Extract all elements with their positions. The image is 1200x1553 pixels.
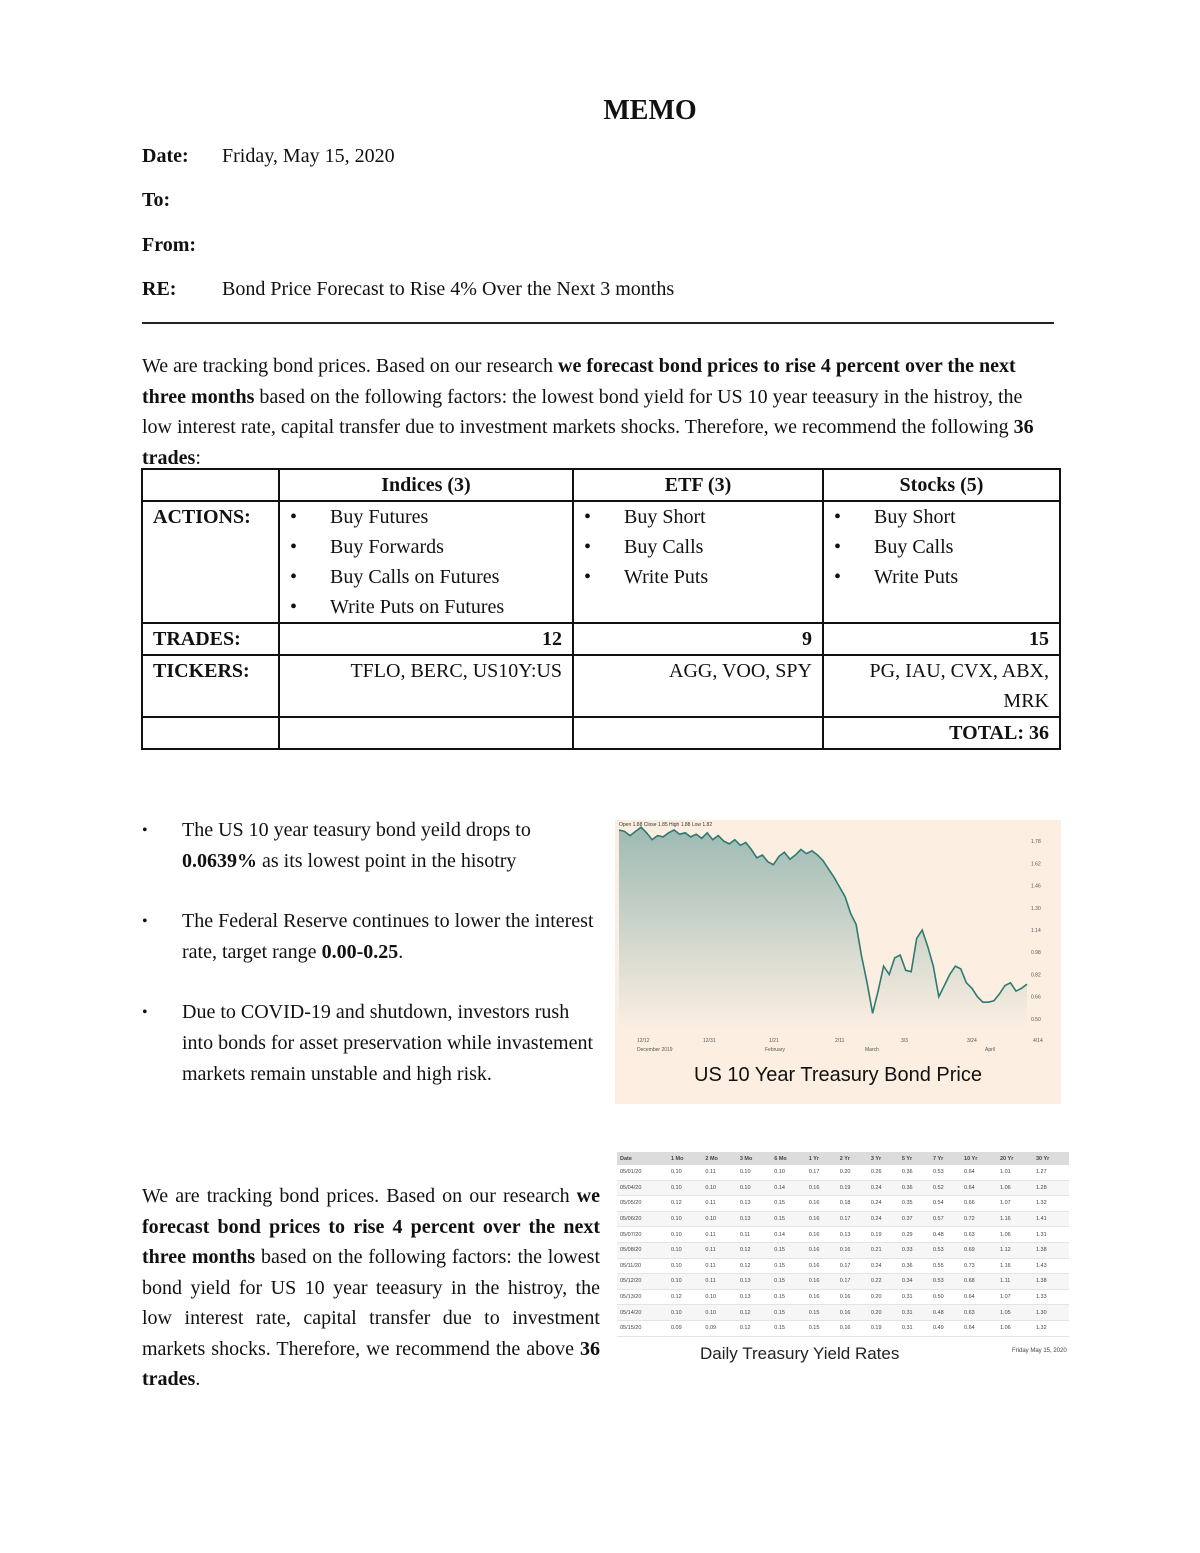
yield-cell: 0.66 bbox=[961, 1196, 997, 1212]
yield-cell: 0.10 bbox=[668, 1180, 702, 1196]
yield-cell: 0.15 bbox=[771, 1320, 805, 1336]
bond-price-chart bbox=[615, 820, 1061, 1104]
yield-cell: 0.29 bbox=[899, 1227, 930, 1243]
yield-cell: 0.11 bbox=[702, 1258, 736, 1274]
yield-cell: 0.09 bbox=[702, 1320, 736, 1336]
y-tick-label: 1.30 bbox=[1031, 905, 1041, 912]
yield-cell: 0.19 bbox=[868, 1227, 899, 1243]
bullet-bold: 0.0639% bbox=[182, 850, 257, 872]
yield-cell: 0.10 bbox=[737, 1165, 771, 1180]
yield-cell: 0.16 bbox=[837, 1305, 868, 1321]
yield-cell: 1.16 bbox=[997, 1211, 1033, 1227]
yield-cell: 0.15 bbox=[771, 1274, 805, 1290]
y-tick-label: 0.50 bbox=[1031, 1016, 1041, 1023]
to-label: To: bbox=[142, 189, 171, 211]
total-value: TOTAL: 36 bbox=[823, 717, 1060, 749]
yield-cell: 0.13 bbox=[737, 1196, 771, 1212]
x-tick-label: 3/3 bbox=[901, 1038, 908, 1044]
yield-cell: 1.32 bbox=[1033, 1196, 1069, 1212]
closing-bold-1: we forecast bond prices to rise 4 percent over the next three months bbox=[142, 1185, 600, 1268]
x-tick-label: 1/21 bbox=[769, 1038, 779, 1044]
yield-cell: 0.19 bbox=[868, 1320, 899, 1336]
table-row bbox=[617, 1305, 1069, 1321]
list-item: • Write Puts on Futures bbox=[290, 592, 562, 622]
yield-cell: 1.41 bbox=[1033, 1211, 1069, 1227]
yield-col-header: Date bbox=[617, 1152, 668, 1165]
yield-cell: 1.06 bbox=[997, 1180, 1033, 1196]
bullet-bold: 0.00-0.25 bbox=[321, 941, 399, 963]
yield-cell: 0.64 bbox=[961, 1165, 997, 1180]
stocks-trades: 15 bbox=[823, 623, 1060, 655]
yield-cell: 0.13 bbox=[837, 1227, 868, 1243]
y-tick-label: 0.98 bbox=[1031, 950, 1041, 957]
yield-cell: 0.31 bbox=[899, 1305, 930, 1321]
yield-col-header: 10 Yr bbox=[961, 1152, 997, 1165]
yield-cell: 0.10 bbox=[668, 1274, 702, 1290]
bullet-text-end: as its lowest point in the hisotry bbox=[257, 850, 517, 872]
yield-col-header: 3 Yr bbox=[868, 1152, 899, 1165]
yield-cell: 0.15 bbox=[771, 1196, 805, 1212]
yield-cell: 0.48 bbox=[930, 1227, 961, 1243]
yield-cell: 0.54 bbox=[930, 1196, 961, 1212]
yield-table bbox=[617, 1152, 1069, 1337]
yield-cell: 1.38 bbox=[1033, 1274, 1069, 1290]
etf-trades: 9 bbox=[573, 623, 823, 655]
list-item: • Buy Short bbox=[584, 502, 812, 532]
yield-cell: 0.10 bbox=[668, 1165, 702, 1180]
yield-cell: 0.64 bbox=[961, 1180, 997, 1196]
yield-cell: 0.17 bbox=[806, 1165, 837, 1180]
list-item: • Write Puts bbox=[584, 562, 812, 592]
trades-label: TRADES: bbox=[142, 623, 279, 655]
yield-cell: 05/14/20 bbox=[617, 1305, 668, 1321]
yield-cell: 0.64 bbox=[961, 1320, 997, 1336]
indices-trades: 12 bbox=[279, 623, 573, 655]
bullet-icon: • bbox=[142, 822, 148, 839]
yield-cell: 0.10 bbox=[668, 1242, 702, 1258]
yield-cell: 1.12 bbox=[997, 1242, 1033, 1258]
yield-cell: 1.16 bbox=[997, 1258, 1033, 1274]
yield-cell: 0.11 bbox=[702, 1227, 736, 1243]
yield-cell: 0.24 bbox=[868, 1196, 899, 1212]
list-item: • Buy Calls on Futures bbox=[290, 562, 562, 592]
yield-cell: 0.10 bbox=[702, 1289, 736, 1305]
date-value: Friday, May 15, 2020 bbox=[222, 145, 395, 167]
trades-table bbox=[141, 468, 1061, 750]
yield-col-header: 2 Mo bbox=[702, 1152, 736, 1165]
total-empty-2 bbox=[279, 717, 573, 749]
y-tick-label: 1.78 bbox=[1031, 839, 1041, 846]
yield-cell: 1.30 bbox=[1033, 1305, 1069, 1321]
yield-cell: 0.36 bbox=[899, 1180, 930, 1196]
intro-text-2: based on the following factors: the lowest bond yield for US 10 year teeasury in the histroy, the low interest rate, capital transfer due to investment markets shocks. Therefore, we recommend the following bbox=[142, 385, 1023, 438]
yield-cell: 0.20 bbox=[868, 1289, 899, 1305]
yield-cell: 0.53 bbox=[930, 1242, 961, 1258]
yield-cell: 0.10 bbox=[668, 1258, 702, 1274]
yield-cell: 0.55 bbox=[930, 1258, 961, 1274]
from-label: From: bbox=[142, 234, 197, 256]
bullet-text: Due to COVID-19 and shutdown, investors rush into bonds for asset preservation while invastement markets remain unstable and high risk. bbox=[182, 1001, 594, 1085]
re-label: RE: bbox=[142, 278, 177, 300]
yield-cell: 0.14 bbox=[771, 1227, 805, 1243]
y-tick-label: 0.66 bbox=[1031, 994, 1041, 1001]
yield-col-header: 1 Mo bbox=[668, 1152, 702, 1165]
yield-cell: 0.15 bbox=[771, 1211, 805, 1227]
yield-cell: 1.43 bbox=[1033, 1258, 1069, 1274]
yield-cell: 05/11/20 bbox=[617, 1258, 668, 1274]
yield-cell: 1.07 bbox=[997, 1196, 1033, 1212]
yield-col-header: 7 Yr bbox=[930, 1152, 961, 1165]
yield-table-header bbox=[617, 1152, 1069, 1165]
yield-cell: 0.36 bbox=[899, 1258, 930, 1274]
yield-cell: 0.21 bbox=[868, 1242, 899, 1258]
yield-cell: 0.26 bbox=[868, 1165, 899, 1180]
tickers-row bbox=[142, 655, 1060, 717]
tickers-label: TICKERS: bbox=[142, 655, 279, 717]
table-row bbox=[617, 1211, 1069, 1227]
stocks-tickers: PG, IAU, CVX, ABX, MRK bbox=[823, 655, 1060, 717]
yield-cell: 0.22 bbox=[868, 1274, 899, 1290]
intro-text-1: We are tracking bond prices. Based on our research bbox=[142, 355, 558, 377]
y-tick-label: 1.46 bbox=[1031, 883, 1041, 890]
etf-actions bbox=[573, 501, 823, 623]
yield-cell: 0.73 bbox=[961, 1258, 997, 1274]
etf-tickers: AGG, VOO, SPY bbox=[573, 655, 823, 717]
yield-cell: 0.14 bbox=[771, 1180, 805, 1196]
x-month-label: February bbox=[765, 1047, 786, 1053]
yield-cell: 0.10 bbox=[702, 1180, 736, 1196]
actions-label: ACTIONS: bbox=[142, 501, 279, 623]
yield-col-header: 1 Yr bbox=[806, 1152, 837, 1165]
yield-cell: 0.16 bbox=[837, 1320, 868, 1336]
list-item: • Buy Calls bbox=[834, 532, 1049, 562]
yield-cell: 05/15/20 bbox=[617, 1320, 668, 1336]
yield-cell: 0.20 bbox=[868, 1305, 899, 1321]
yield-cell: 1.05 bbox=[997, 1305, 1033, 1321]
intro-text-3: : bbox=[195, 446, 201, 469]
x-month-label: April bbox=[985, 1047, 996, 1053]
yield-cell: 0.10 bbox=[668, 1211, 702, 1227]
yield-cell: 0.20 bbox=[837, 1165, 868, 1180]
bullet-icon: • bbox=[142, 1004, 148, 1021]
table-row bbox=[617, 1180, 1069, 1196]
x-month-label: March bbox=[865, 1047, 879, 1053]
yield-cell: 0.15 bbox=[771, 1305, 805, 1321]
yield-cell: 0.63 bbox=[961, 1305, 997, 1321]
table-row bbox=[617, 1289, 1069, 1305]
bullet-icon: • bbox=[142, 913, 148, 930]
total-empty-1 bbox=[142, 717, 279, 749]
yield-cell: 0.24 bbox=[868, 1180, 899, 1196]
yield-cell: 0.13 bbox=[737, 1289, 771, 1305]
yield-cell: 1.27 bbox=[1033, 1165, 1069, 1180]
yield-cell: 0.16 bbox=[806, 1211, 837, 1227]
yield-cell: 0.16 bbox=[806, 1289, 837, 1305]
yield-cell: 0.13 bbox=[737, 1211, 771, 1227]
actions-row bbox=[142, 501, 1060, 623]
yield-cell: 05/06/20 bbox=[617, 1211, 668, 1227]
list-item bbox=[142, 997, 602, 1090]
x-tick-label: 4/14 bbox=[1033, 1038, 1043, 1044]
yield-cell: 0.31 bbox=[899, 1289, 930, 1305]
intro-paragraph bbox=[142, 351, 1042, 473]
yield-cell: 0.52 bbox=[930, 1180, 961, 1196]
bullet-text: The US 10 year teasury bond yeild drops to bbox=[182, 819, 531, 841]
x-month-label: December 2019 bbox=[637, 1047, 673, 1053]
yield-cell: 1.06 bbox=[997, 1227, 1033, 1243]
yield-cell: 05/12/20 bbox=[617, 1274, 668, 1290]
yield-cell: 0.11 bbox=[702, 1242, 736, 1258]
yield-cell: 0.24 bbox=[868, 1258, 899, 1274]
yield-cell: 0.16 bbox=[806, 1258, 837, 1274]
closing-text-2: based on the following factors: the lowest bond yield for US 10 year teeasury in the histroy, the low interest rate, capital transfer due to investment markets shocks. Therefore, we recommend the above bbox=[142, 1246, 600, 1360]
table-header-row bbox=[142, 469, 1060, 501]
intro-bold-2: 36 trades bbox=[142, 416, 1034, 469]
yield-cell: 0.11 bbox=[702, 1165, 736, 1180]
yield-cell: 0.64 bbox=[961, 1289, 997, 1305]
yield-cell: 1.11 bbox=[997, 1274, 1033, 1290]
yield-cell: 0.57 bbox=[930, 1211, 961, 1227]
yield-cell: 0.10 bbox=[737, 1180, 771, 1196]
yield-cell: 05/07/20 bbox=[617, 1227, 668, 1243]
yield-cell: 0.10 bbox=[771, 1165, 805, 1180]
yield-cell: 0.12 bbox=[737, 1258, 771, 1274]
yield-cell: 0.16 bbox=[806, 1227, 837, 1243]
yield-cell: 0.24 bbox=[868, 1211, 899, 1227]
yield-cell: 1.06 bbox=[997, 1320, 1033, 1336]
yield-col-header: 20 Yr bbox=[997, 1152, 1033, 1165]
yield-cell: 0.34 bbox=[899, 1274, 930, 1290]
yield-cell: 0.15 bbox=[771, 1242, 805, 1258]
closing-text-3: . bbox=[195, 1368, 201, 1390]
yield-cell: 0.69 bbox=[961, 1242, 997, 1258]
list-item: • Buy Futures bbox=[290, 502, 562, 532]
yield-cell: 0.31 bbox=[899, 1320, 930, 1336]
memo-title: MEMO bbox=[603, 95, 697, 126]
yield-cell: 0.15 bbox=[771, 1289, 805, 1305]
table-row bbox=[617, 1242, 1069, 1258]
yield-cell: 0.16 bbox=[806, 1242, 837, 1258]
yield-cell: 0.37 bbox=[899, 1211, 930, 1227]
list-item: • Buy Forwards bbox=[290, 532, 562, 562]
yield-cell: 1.33 bbox=[1033, 1289, 1069, 1305]
yield-col-header: 6 Mo bbox=[771, 1152, 805, 1165]
table-header-stocks: Stocks (5) bbox=[823, 469, 1060, 501]
total-row bbox=[142, 717, 1060, 749]
table-row bbox=[617, 1258, 1069, 1274]
yield-col-header: 5 Yr bbox=[899, 1152, 930, 1165]
stocks-actions bbox=[823, 501, 1060, 623]
yield-cell: 0.49 bbox=[930, 1320, 961, 1336]
bullet-text: The Federal Reserve continues to lower the interest rate, target range bbox=[182, 910, 594, 963]
yield-cell: 1.28 bbox=[1033, 1180, 1069, 1196]
yield-cell: 05/08/20 bbox=[617, 1242, 668, 1258]
yield-cell: 0.48 bbox=[930, 1305, 961, 1321]
y-tick-label: 1.14 bbox=[1031, 928, 1041, 934]
header-divider bbox=[142, 322, 1054, 324]
trades-row bbox=[142, 623, 1060, 655]
indices-tickers: TFLO, BERC, US10Y:US bbox=[279, 655, 573, 717]
yield-cell: 0.50 bbox=[930, 1289, 961, 1305]
yield-cell: 0.10 bbox=[668, 1305, 702, 1321]
yield-cell: 0.19 bbox=[837, 1180, 868, 1196]
yield-cell: 0.12 bbox=[668, 1196, 702, 1212]
bullet-text-end: . bbox=[398, 941, 404, 963]
yield-cell: 0.17 bbox=[837, 1258, 868, 1274]
closing-bold-2: 36 trades bbox=[142, 1337, 600, 1390]
factor-bullets bbox=[142, 815, 602, 1119]
y-tick-label: 1.62 bbox=[1031, 861, 1041, 868]
yield-cell: 0.36 bbox=[899, 1165, 930, 1180]
yield-cell: 0.17 bbox=[837, 1211, 868, 1227]
yield-cell: 0.16 bbox=[837, 1242, 868, 1258]
yield-cell: 0.15 bbox=[806, 1320, 837, 1336]
yield-cell: 0.15 bbox=[806, 1305, 837, 1321]
chart-caption: US 10 Year Treasury Bond Price bbox=[694, 1064, 982, 1086]
yield-cell: 1.38 bbox=[1033, 1242, 1069, 1258]
yield-cell: 0.72 bbox=[961, 1211, 997, 1227]
yield-cell: 1.07 bbox=[997, 1289, 1033, 1305]
yield-cell: 0.63 bbox=[961, 1227, 997, 1243]
yield-cell: 0.10 bbox=[668, 1227, 702, 1243]
table-row bbox=[617, 1320, 1069, 1336]
list-item bbox=[142, 906, 602, 968]
yield-cell: 0.10 bbox=[702, 1305, 736, 1321]
table-row bbox=[617, 1227, 1069, 1243]
yield-cell: 0.13 bbox=[737, 1274, 771, 1290]
x-tick-label: 12/12 bbox=[637, 1038, 650, 1044]
table-header-empty bbox=[142, 469, 279, 501]
yield-cell: 1.01 bbox=[997, 1165, 1033, 1180]
x-tick-label: 12/31 bbox=[703, 1038, 716, 1044]
yield-cell: 0.10 bbox=[702, 1211, 736, 1227]
yield-cell: 0.15 bbox=[771, 1258, 805, 1274]
yield-cell: 0.53 bbox=[930, 1274, 961, 1290]
yield-cell: 05/04/20 bbox=[617, 1180, 668, 1196]
yield-table-image bbox=[617, 1152, 1069, 1337]
yield-cell: 0.16 bbox=[806, 1196, 837, 1212]
indices-actions bbox=[279, 501, 573, 623]
total-empty-3 bbox=[573, 717, 823, 749]
yield-cell: 0.11 bbox=[702, 1196, 736, 1212]
y-tick-label: 0.82 bbox=[1031, 972, 1041, 979]
yield-cell: 0.68 bbox=[961, 1274, 997, 1290]
yield-cell: 0.53 bbox=[930, 1165, 961, 1180]
table-row bbox=[617, 1165, 1069, 1180]
table-row bbox=[617, 1196, 1069, 1212]
list-item: • Buy Short bbox=[834, 502, 1049, 532]
yield-cell: 0.12 bbox=[737, 1305, 771, 1321]
list-item: • Buy Calls bbox=[584, 532, 812, 562]
yield-cell: 0.33 bbox=[899, 1242, 930, 1258]
yield-cell: 0.35 bbox=[899, 1196, 930, 1212]
yield-cell: 0.11 bbox=[737, 1227, 771, 1243]
yield-cell: 1.31 bbox=[1033, 1227, 1069, 1243]
yield-cell: 0.09 bbox=[668, 1320, 702, 1336]
yield-cell: 0.16 bbox=[837, 1289, 868, 1305]
table-header-indices: Indices (3) bbox=[279, 469, 573, 501]
date-label: Date: bbox=[142, 145, 189, 167]
closing-paragraph bbox=[142, 1181, 600, 1395]
yield-cell: 0.16 bbox=[806, 1274, 837, 1290]
yield-col-header: 2 Yr bbox=[837, 1152, 868, 1165]
yield-cell: 0.17 bbox=[837, 1274, 868, 1290]
yield-cell: 0.12 bbox=[737, 1242, 771, 1258]
price-chart-svg bbox=[615, 820, 1061, 1060]
yield-cell: 0.16 bbox=[806, 1180, 837, 1196]
yield-cell: 05/05/20 bbox=[617, 1196, 668, 1212]
table-header-etf: ETF (3) bbox=[573, 469, 823, 501]
chart-legend: Open 1.88 Close 1.85 High 1.88 Low 1.82 bbox=[619, 822, 713, 828]
yield-col-header: 3 Mo bbox=[737, 1152, 771, 1165]
x-tick-label: 3/24 bbox=[967, 1038, 977, 1044]
yield-cell: 05/01/20 bbox=[617, 1165, 668, 1180]
yield-cell: 0.18 bbox=[837, 1196, 868, 1212]
yield-table-date: Friday May 15, 2020 bbox=[1012, 1348, 1067, 1354]
yield-cell: 0.11 bbox=[702, 1274, 736, 1290]
re-value: Bond Price Forecast to Rise 4% Over the Next 3 months bbox=[222, 278, 675, 300]
yield-cell: 0.12 bbox=[737, 1320, 771, 1336]
closing-text-1: We are tracking bond prices. Based on our research bbox=[142, 1185, 577, 1207]
x-tick-label: 2/11 bbox=[835, 1038, 845, 1044]
list-item: • Write Puts bbox=[834, 562, 1049, 592]
yield-cell: 1.32 bbox=[1033, 1320, 1069, 1336]
yield-cell: 0.12 bbox=[668, 1289, 702, 1305]
intro-bold-1: we forecast bond prices to rise 4 percent over the next three months bbox=[142, 355, 1016, 408]
price-area bbox=[619, 827, 1027, 1030]
yield-table-caption: Daily Treasury Yield Rates bbox=[700, 1344, 900, 1363]
list-item bbox=[142, 815, 602, 877]
yield-cell: 05/13/20 bbox=[617, 1289, 668, 1305]
yield-col-header: 30 Yr bbox=[1033, 1152, 1069, 1165]
table-row bbox=[617, 1274, 1069, 1290]
